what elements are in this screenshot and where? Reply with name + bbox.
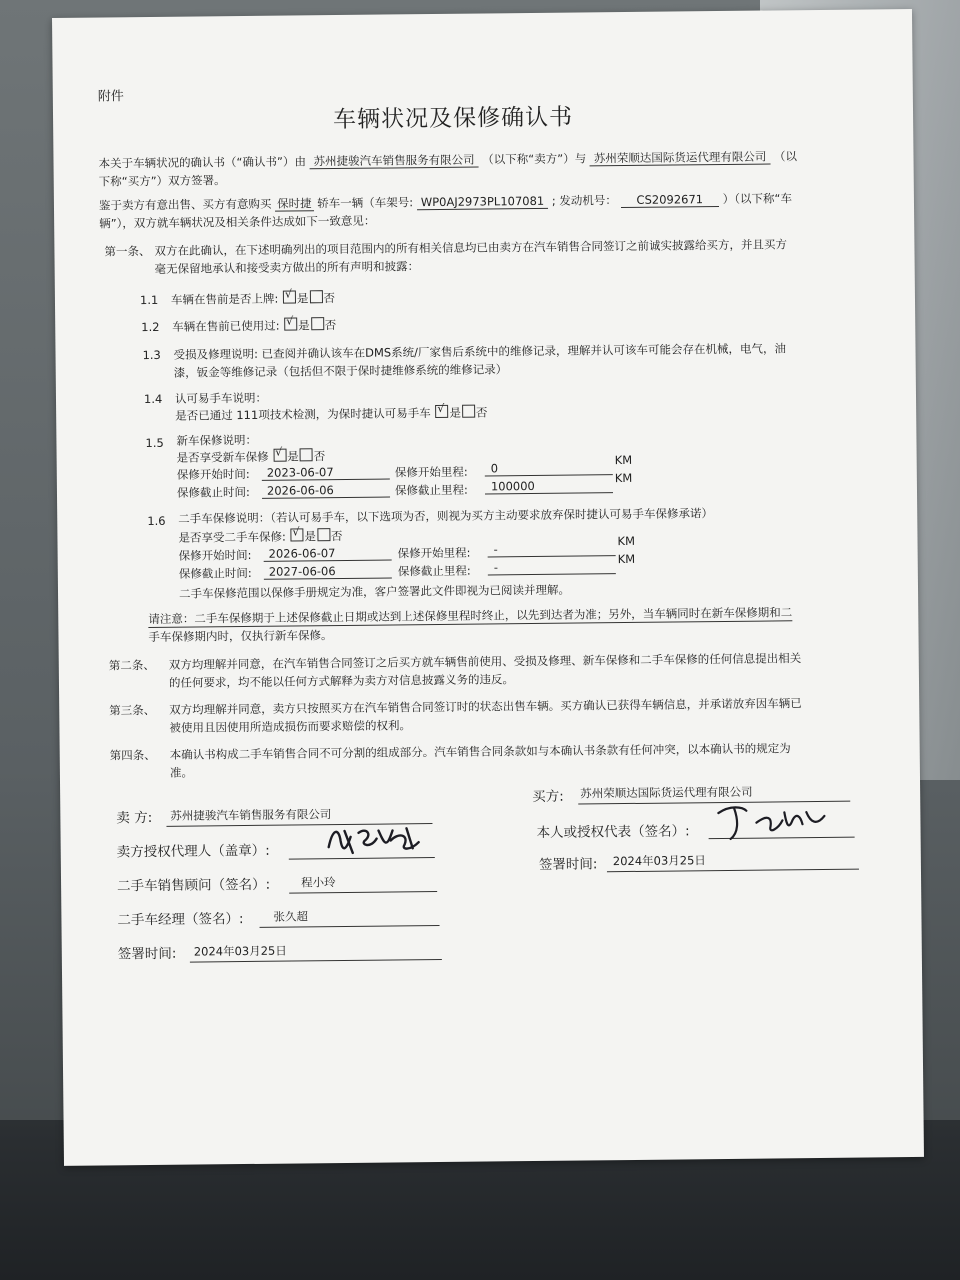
used-warranty-end-km-value: - — [493, 560, 499, 575]
yes-label: 是 — [449, 405, 461, 420]
brand-field: 保时捷 — [275, 196, 314, 211]
new-warranty-start-km-value: 0 — [490, 461, 499, 476]
intro-text: ; 发动机号： — [551, 193, 617, 208]
seller-label: 卖 方: — [116, 809, 153, 827]
attachment-label: 附件 — [97, 89, 124, 105]
item-1-5-number: 1.5 — [145, 435, 164, 451]
item-1-4-line2 — [175, 401, 488, 423]
yes-checkbox[interactable] — [290, 525, 303, 541]
no-checkbox[interactable] — [309, 290, 322, 303]
document-title: 车辆状况及保修确认书 — [332, 104, 574, 134]
used-warranty-end-value: 2027-06-06 — [268, 564, 336, 579]
vin-field: WP0AJ2973PL107081 — [417, 194, 549, 210]
item-1-4-question: 是否已通过 111项技术检测，为保时捷认可易手车 — [175, 406, 431, 423]
no-label: 否 — [313, 449, 326, 464]
checkmark-icon: √ — [292, 525, 300, 539]
item-1-3-line2: 漆，钣金等维修记录（包括但不限于保时捷维修系统的维修记录） — [173, 362, 508, 380]
item-1-3-number: 1.3 — [142, 347, 161, 363]
article-1-text-line1: 双方在此确认，在下述明确列出的项目范围内的所有相关信息均已由卖方在汽车销售合同签订之前诚实披露给买方，并且买方 — [154, 237, 787, 258]
no-checkbox[interactable] — [317, 528, 330, 541]
article-4-line1: 本确认书构成二手车销售合同不可分割的组成部分。汽车销售合同条款如与本确认书条款有任何冲突，以本确认书的规定为 — [169, 741, 791, 762]
checkmark-icon: √ — [286, 314, 294, 328]
km-unit-label: KM — [617, 551, 636, 567]
used-car-advisor-value: 程小玲 — [300, 875, 336, 890]
item-1-6-number: 1.6 — [147, 513, 166, 529]
intro-line-4: 辆”），双方就车辆状况及相关条件达成如下一致意见： — [99, 213, 376, 231]
new-warranty-end-km-label: 保修截止里程: — [394, 482, 468, 498]
intro-text: （以下称“卖方”）与 — [482, 151, 587, 167]
article-2-label: 第二条、 — [108, 657, 155, 673]
used-warranty-end-km-field — [488, 559, 616, 575]
article-4-label: 第四条、 — [109, 747, 156, 763]
yes-checkbox[interactable] — [283, 287, 296, 303]
buyer-label: 买方: — [532, 788, 564, 806]
used-car-advisor-label: 二手车销售顾问（签名）: — [117, 876, 271, 895]
buyer-value: 苏州荣顺达国际货运代理有限公司 — [580, 784, 753, 801]
item-1-2-row — [172, 314, 337, 335]
used-warranty-end-label: 保修截止时间: — [178, 565, 252, 581]
seller-sign-date-label: 签署时间: — [117, 945, 177, 963]
yes-checkbox[interactable] — [435, 401, 448, 418]
no-label: 否 — [330, 528, 343, 544]
item-1-6-line2 — [178, 525, 343, 546]
km-unit-label: KM — [617, 533, 636, 549]
item-1-2-number: 1.2 — [141, 319, 160, 335]
item-1-1-number: 1.1 — [139, 292, 159, 308]
article-3-line2: 被使用且因使用所造成损伤而要求赔偿的权利。 — [169, 718, 411, 735]
yes-checkbox[interactable] — [284, 314, 297, 330]
item-1-4-number: 1.4 — [143, 391, 163, 407]
new-warranty-start-value: 2023-06-07 — [266, 465, 334, 480]
notice-line1: 请注意：二手车保修期于上述保修截止日期或达到上述保修里程时终止，以先到达者为准；另外，当车辆同时在新车保修期和二 — [148, 605, 793, 627]
new-warranty-start-km-field — [485, 460, 613, 476]
yes-checkbox[interactable] — [273, 445, 286, 462]
yes-label: 是 — [304, 529, 317, 544]
used-warranty-start-km-label: 保修开始里程: — [397, 545, 471, 561]
used-car-manager-label: 二手车经理（签名）: — [117, 911, 244, 929]
article-3-label: 第三条、 — [109, 702, 156, 718]
article-2-line1: 双方均理解并同意，在汽车销售合同签订之后买方就车辆售前使用、受损及修理、新车保修和二手车保修的任何信息提出相关 — [168, 651, 802, 672]
buyer-representative-label: 本人或授权代表（签名）: — [536, 823, 690, 841]
seller-name-field: 苏州捷骏汽车销售服务有限公司 — [310, 153, 479, 170]
checkmark-icon: √ — [437, 401, 445, 415]
notice-line2: 手车保修期内时，仅执行新车保修。 — [148, 628, 333, 645]
intro-line-1 — [98, 148, 797, 171]
article-1-text-line2: 毫无保留地承认和接受卖方做出的所有声明和披露： — [154, 259, 420, 276]
used-warranty-end-km-label: 保修截止里程: — [397, 563, 471, 579]
item-1-6-line1: 二手车保修说明：（若认可易手车，以下选项为否，则视为买方主动要求放弃保时捷认可易手车保修承诺） — [178, 506, 714, 526]
intro-text: 轿车一辆（车架号: — [317, 195, 414, 211]
item-1-4-line1: 认可易手车说明： — [174, 390, 268, 406]
item-1-2-label: 车辆在售前已使用过: — [172, 318, 280, 334]
seller-value: 苏州捷骏汽车销售服务有限公司 — [170, 807, 332, 823]
intro-line-2: 下称“买方”）双方签署。 — [98, 173, 226, 189]
checkmark-icon: √ — [284, 287, 293, 301]
km-unit-label: KM — [614, 452, 633, 468]
no-checkbox[interactable] — [311, 317, 324, 330]
new-warranty-end-km-value: 100000 — [490, 478, 535, 494]
article-4-line2: 准。 — [169, 765, 193, 780]
item-1-5-line2 — [176, 445, 326, 466]
buyer-sign-date-value: 2024年03月25日 — [612, 853, 706, 869]
item-1-1-row — [170, 287, 336, 308]
yes-label: 是 — [296, 291, 309, 306]
buyer-sign-date-label: 签署时间: — [538, 856, 598, 873]
item-1-5-line1: 新车保修说明： — [176, 432, 258, 448]
document-sheet — [52, 9, 924, 1166]
new-warranty-end-label: 保修截止时间: — [176, 484, 250, 500]
intro-text: ）（以下称“车 — [722, 191, 793, 206]
no-label: 否 — [324, 318, 337, 333]
yes-label: 是 — [287, 449, 299, 464]
item-1-5-question: 是否享受新车保修 — [176, 449, 269, 465]
used-warranty-start-km-field — [488, 541, 616, 557]
item-1-3-line1: 受损及修理说明: 已查阅并确认该车在DMS系统/厂家售后系统中的维修记录，理解并认可该车可能会存在机械，电气，油 — [173, 341, 787, 362]
new-warranty-start-km-label: 保修开始里程: — [394, 464, 468, 480]
buyer-name-field: 苏州荣顺达国际货运代理有限公司 — [590, 149, 771, 166]
no-checkbox[interactable] — [300, 448, 313, 461]
buyer-representative-signature — [712, 798, 832, 843]
article-3-line1: 双方均理解并同意，卖方只按照买方在汽车销售合同签订时的状态出售车辆。买方确认已获得车辆信息，并承诺放弃因车辆已 — [169, 696, 802, 717]
new-warranty-start-label: 保修开始时间: — [176, 466, 250, 482]
used-warranty-start-label: 保修开始时间: — [178, 547, 252, 563]
intro-line-3 — [99, 190, 792, 213]
item-1-6-question: 是否享受二手车保修: — [178, 529, 286, 545]
seller-agent-label: 卖方授权代理人（盖章）: — [116, 842, 270, 861]
yes-label: 是 — [298, 318, 310, 333]
checkmark-icon: √ — [275, 445, 283, 459]
no-checkbox[interactable] — [462, 405, 475, 418]
engine-number-field: CS2092671 — [620, 192, 719, 208]
used-warranty-start-km-value: - — [493, 542, 498, 557]
intro-text: （以 — [773, 149, 798, 164]
no-label: 否 — [475, 405, 488, 420]
used-warranty-start-value: 2026-06-07 — [268, 546, 336, 561]
used-warranty-note: 二手车保修范围以保修手册规定为准，客户签署此文件即视为已阅读并理解。 — [178, 582, 571, 601]
no-label: 否 — [323, 291, 336, 306]
article-1-label: 第一条、 — [104, 243, 151, 259]
intro-text: 鉴于卖方有意出售、买方有意购买 — [98, 196, 272, 213]
item-1-1-label: 车辆在售前是否上牌: — [170, 291, 279, 307]
intro-text: 本关于车辆状况的确认书（“确认书”）由 — [98, 154, 307, 171]
km-unit-label: KM — [614, 470, 633, 486]
seller-sign-date-value: 2024年03月25日 — [193, 943, 287, 959]
article-2-line2: 的任何要求，均不能以任何方式解释为卖方对信息披露义务的违反。 — [168, 672, 515, 690]
used-car-manager-value: 张久超 — [273, 909, 308, 924]
seller-agent-signature — [320, 818, 430, 859]
new-warranty-end-value: 2026-06-06 — [266, 483, 334, 498]
